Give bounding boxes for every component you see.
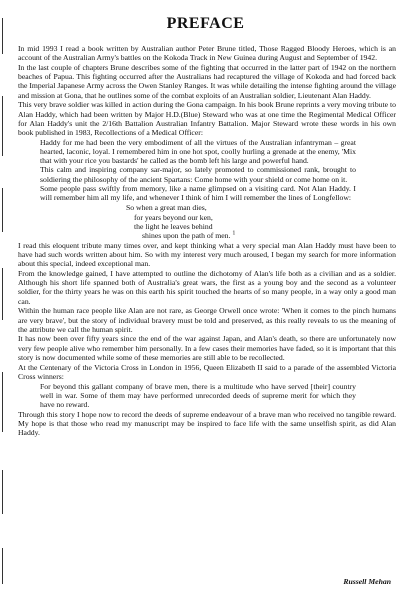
quote-paragraph: For beyond this gallant company of brave men, there is a multitude who have served [their] country well in war. Some of them may have performed unrecorded deeds of supreme merit for which they have no reward. [40,381,356,410]
paragraph: This very brave soldier was killed in action during the Gona campaign. In his book Brune reprints a very moving tribute to Alan Haddy, which had been written by Major H.D.(Blue) Steward who was at one time the Regimental Medical Officer for Alan Haddy's unit the 2/16th Battalion Australian Infantry Battalion. Major Steward wrote these words in his own book published in 1983, Recollections of a Medical Officer: [18,100,396,138]
paragraph: I read this eloquent tribute many times over, and kept thinking what a very special man Alan Haddy must have been to have had such words written about him. So with my interest very much aroused, I began my search for more information about this special, indeed exceptional man. [18,240,396,269]
quote-paragraph: Haddy for me had been the very embodiment of all the virtues of the Australian infantryman – great hearted, laconic, loyal. I remembered him in one hot spot, coolly hurling a grenade at the enemy, 'Mix that with your rice you bastards' he called as the bomb left his large and powerful hand. [40,137,356,166]
paragraph: From the knowledge gained, I have attempted to outline the dichotomy of Alan's life both as a civilian and as a soldier. Although his short life spanned both of Australia's great wars, the first as a young boy and the second as a volunteer soldier, for the thirty years he was on this earth his spirit touched the hearts of so many people, in a way only a good man can. [18,268,396,306]
poem-line [126,231,356,240]
block-quote [40,138,356,241]
paragraph: Through this story I hope now to record the deeds of supreme endeavour of a brave man who received no tangible reward. My hope is that those who read my manuscript may be inspired to face life with the same unselfish spirit, as did Alan Haddy. [18,409,396,438]
poem [126,203,356,240]
paragraph: It has now been over fifty years since the end of the war against Japan, and Alan's death, so there are unfortunately now very few people alive who remember him personally. In a few cases their memories have faded, so it is important that this story is now documented while some of these memories are still able to be recollected. [18,334,396,362]
left-margin-rule [2,268,3,320]
block-quote [40,382,356,410]
left-margin-rule [2,548,3,584]
quote-paragraph: Some people pass swiftly from memory, like a name glimpsed on a visiting card. Not Alan Haddy. I will remember him all my life, and whenever I think of him I will remember the lines of Longfellow: [40,183,356,203]
poem-line-text: shines upon the path of men. [142,231,231,241]
quote-paragraph: This calm and inspiring company sar-major, so lately promoted to commissioned rank, brought to soldiering the philosophy of the ancient Spartans: Come home with your shield or come home on it. [40,165,356,184]
left-margin-rule [2,372,3,432]
preface-body [18,44,396,438]
paragraph: In mid 1993 I read a book written by Australian author Peter Brune titled, Those Ragged Bloody Heroes, which is an account of the Australian Army's battles on the Kokoda Track in New Guinea during August and September of 1942. [18,44,396,63]
left-margin-rule [2,470,3,514]
paragraph: In the last couple of chapters Brune describes some of the fighting that occurred in the latter part of 1942 on the northern beaches of Papua. This fighting occurred after the Australians had recaptured the village of Kokoda and had forced back the Imperial Japanese Army across the Owen Stanley Ranges. It was while detailing the intense fighting around the village and mission at Gona, that he outlines some of the combat exploits of an Australian soldier, Lieutenant Alan Haddy. [18,62,396,100]
page-title: PREFACE [166,15,245,32]
paragraph: Within the human race people like Alan are not rare, as George Orwell once wrote: 'When it comes to the pinch humans are very brave', but the story of individual bravery must be told and preserved, as this really reveals to us the meaning of the attribute we call the human spirit. [18,306,396,334]
footnote-marker: 1 [232,230,236,237]
poem-line: So when a great man dies, [126,203,207,213]
left-margin-rule [2,96,3,156]
poem-line: the light he leaves behind [134,221,213,231]
paragraph: At the Centenary of the Victoria Cross in London in 1956, Queen Elizabeth II said to a parade of the assembled Victoria Cross winners: [18,362,396,381]
left-margin-rule [2,188,3,232]
poem-line: for years beyond our ken, [134,212,213,222]
author-signature: Russell Mehan [343,577,391,586]
